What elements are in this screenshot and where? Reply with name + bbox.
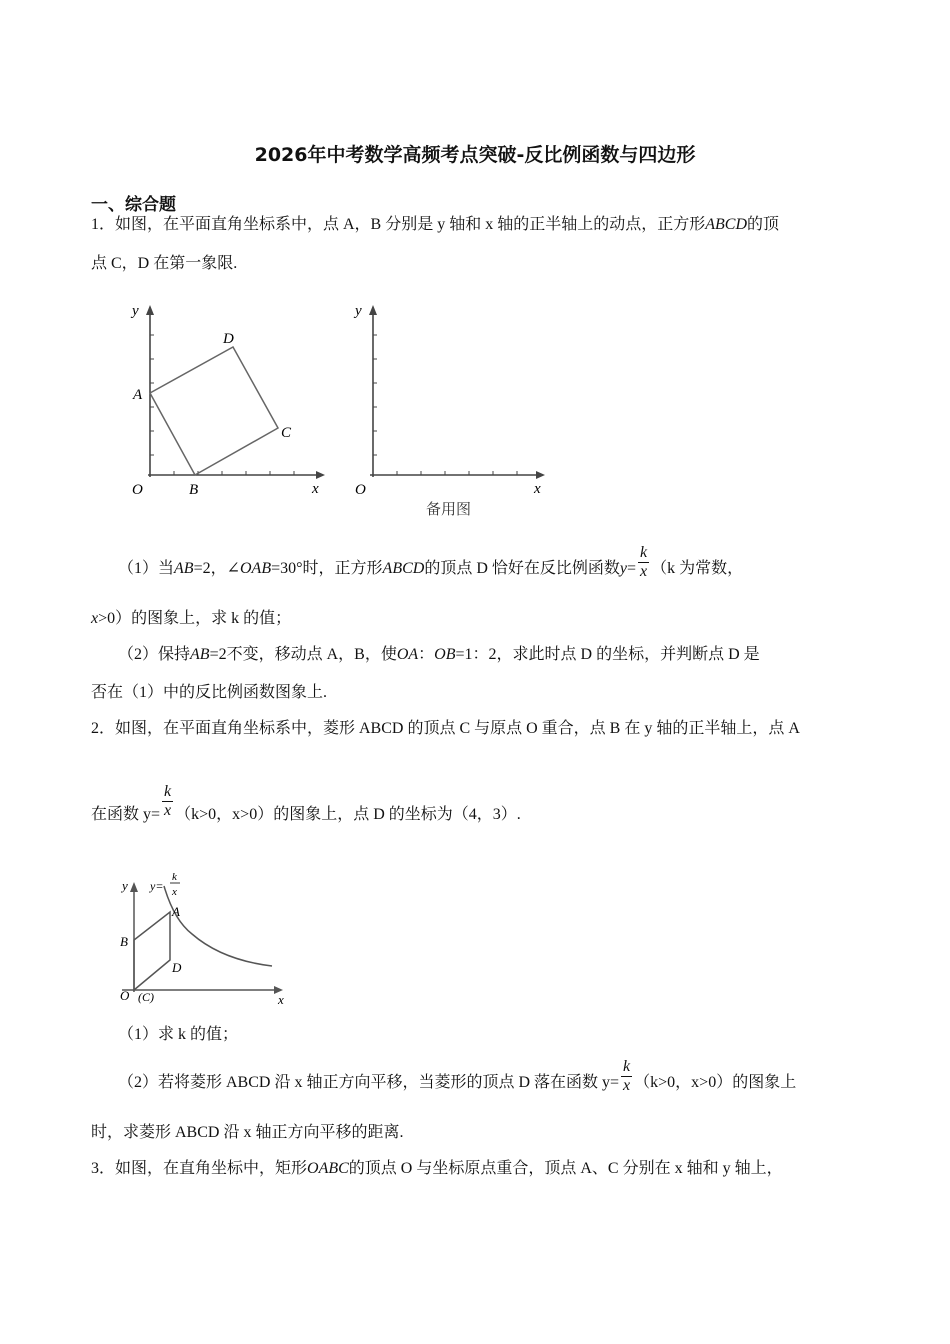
q1-label-y: y	[132, 303, 139, 319]
q1-backup-label-o: O	[355, 482, 366, 498]
section-heading: 一、综合题	[91, 195, 176, 215]
page-title: 2026年中考数学高频考点突破-反比例函数与四边形	[254, 144, 696, 166]
q1-label-x: x	[312, 481, 319, 497]
q1-label-b: B	[189, 482, 199, 498]
q1-part2-line2: 否在（1）中的反比例函数图象上.	[91, 684, 328, 701]
q2-label-x: x	[278, 992, 284, 1007]
q2-label-fn-k: k	[172, 871, 177, 883]
q2-rhombus-abcd	[134, 912, 170, 990]
q2-figure-svg	[112, 868, 312, 1008]
q1-label-d: D	[223, 331, 234, 347]
q2-part2-line2: 时，求菱形 ABCD 沿 x 轴正方向平移的距离.	[91, 1124, 404, 1141]
q1-backup-caption: 备用图	[426, 500, 472, 518]
q2-label-fn-x: x	[172, 886, 177, 898]
q1-part2: （2）保持AB=2不变，移动点 A，B，使OA：OB=1：2，求此时点 D 的坐标，并判断点 D 是	[118, 646, 760, 663]
q2-part1: （1）求 k 的值；	[118, 1026, 239, 1043]
q1-fraction: $\frac{k}{x}$	[640, 544, 648, 580]
q2-curve	[164, 886, 272, 966]
q1-backup-label-y: y	[355, 303, 362, 319]
q2-label-fn: y=	[150, 879, 164, 893]
q1-part1-line2: x>0）的图象上，求 k 的值；	[91, 610, 292, 627]
q2-label-a: A	[172, 904, 180, 919]
q2-line1: 2．如图，在平面直角坐标系中，菱形 ABCD 的顶点 C 与原点 O 重合，点 B 在 y 轴的正半轴上，点 A	[91, 720, 800, 737]
q2-figure	[112, 868, 312, 1013]
q2-label-o: O	[120, 988, 130, 1003]
q2-label-d: D	[172, 960, 182, 975]
q1-label-c: C	[281, 425, 292, 441]
q2-line2: 在函数 y= $\frac{k}{x}$ （k>0，x>0）的图象上，点 D 的坐标为（4，3）.	[91, 782, 521, 823]
q1-backup-label-x: x	[534, 481, 541, 497]
q2-part2-fraction: $\frac{k}{x}$	[623, 1058, 631, 1094]
q1-text: 1．如图，在平面直角坐标系中，点 A，B 分别是 y 轴和 x 轴的正半轴上的动点，正方形	[91, 216, 706, 233]
q1-part1: （1）当AB=2，∠OAB=30°时，正方形ABCD的顶点 D 恰好在反比例函数y= $\frac{k}{x}$ （k 为常数，	[118, 544, 744, 580]
q1-line1	[91, 214, 779, 236]
q2-label-b: B	[120, 934, 128, 949]
q2-label-c: (C)	[138, 990, 154, 1004]
q1-figure	[120, 295, 560, 530]
q1-y-arrow	[146, 305, 154, 315]
q1-figure-svg	[120, 295, 560, 525]
q1-math-abcd: ABCD	[705, 216, 748, 233]
q3-line1: 3．如图，在直角坐标中，矩形OABC的顶点 O 与坐标原点重合，顶点 A、C 分别在 x 轴和 y 轴上，	[91, 1160, 783, 1177]
q2-fraction: $\frac{k}{x}$	[164, 782, 172, 819]
q1-square-abcd	[150, 347, 278, 475]
q1-text-end: 的顶	[747, 216, 780, 233]
q1-label-a: A	[133, 387, 143, 403]
q2-label-y: y	[122, 878, 128, 893]
q2-part2: （2）若将菱形 ABCD 沿 x 轴正方向平移，当菱形的顶点 D 落在函数 y= $\frac{k}{x}$ （k>0，x>0）的图象上	[118, 1058, 797, 1094]
q1-line2: 点 C，D 在第一象限.	[91, 255, 238, 272]
q1-x-arrow	[316, 471, 325, 479]
q1-label-o: O	[132, 482, 143, 498]
